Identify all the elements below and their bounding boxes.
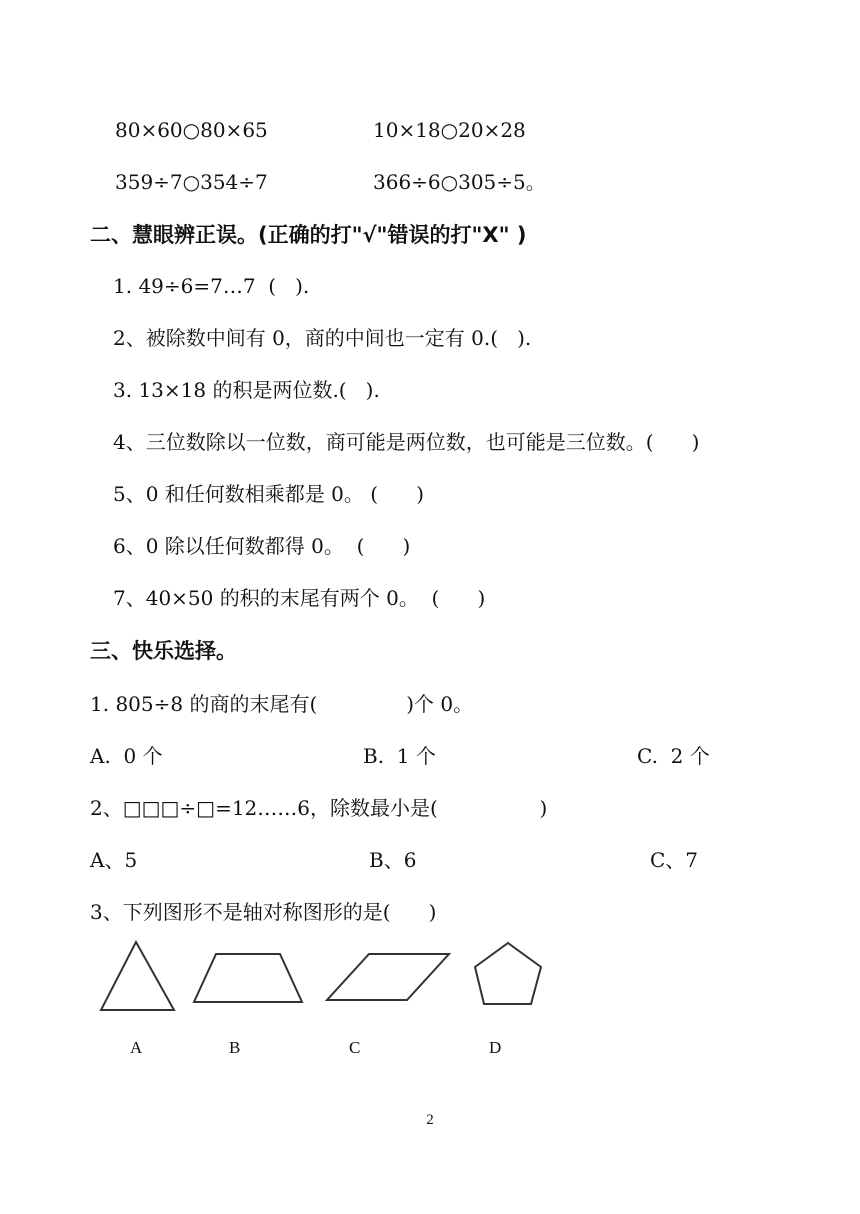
triangle-shape	[98, 938, 178, 1018]
section2-item-6: 6、0 除以任何数都得 0。 ( )	[113, 534, 411, 558]
parallelogram-shape	[325, 950, 455, 1010]
trapezoid-shape	[190, 950, 310, 1020]
section3-q2: 2、□□□÷□=12……6，除数最小是( )	[90, 796, 548, 820]
section3-q2-option-c: C、7	[650, 848, 699, 872]
section3-title: 三、快乐选择。	[90, 639, 237, 663]
section3-q1: 1. 805÷8 的商的末尾有( )个 0。	[90, 692, 474, 716]
section2-title: 二、慧眼辨正误。(正确的打"√"错误的打"X" )	[90, 223, 527, 247]
shape-label-a: A	[130, 1038, 143, 1057]
section3-q1-option-a: A. 0 个	[90, 744, 163, 768]
shape-label-c: C	[349, 1038, 361, 1057]
page-number: 2	[426, 1112, 434, 1128]
section2-item-1: 1. 49÷6=7…7 ( ).	[113, 274, 310, 298]
section2-item-4: 4、三位数除以一位数，商可能是两位数，也可能是三位数。( )	[113, 430, 700, 454]
section3-q1-option-b: B. 1 个	[363, 744, 436, 768]
compare-row1-right: 10×18○20×28	[373, 118, 526, 142]
section2-item-7: 7、40×50 的积的末尾有两个 0。 ( )	[113, 586, 486, 610]
pentagon-shape	[472, 940, 547, 1010]
section3-q1-option-c: C. 2 个	[637, 744, 710, 768]
compare-row1-left: 80×60○80×65	[115, 118, 268, 142]
compare-row2-right: 366÷6○305÷5。	[373, 170, 546, 194]
section3-q2-option-b: B、6	[369, 848, 417, 872]
compare-row2-left: 359÷7○354÷7	[115, 170, 268, 194]
section2-item-2: 2、被除数中间有 0，商的中间也一定有 0.( ).	[113, 326, 532, 350]
shape-label-d: D	[489, 1038, 502, 1057]
section3-q3: 3、下列图形不是轴对称图形的是( )	[90, 900, 437, 924]
shape-label-b: B	[229, 1038, 241, 1057]
section2-item-3: 3. 13×18 的积是两位数.( ).	[113, 378, 380, 402]
section3-q2-option-a: A、5	[90, 848, 138, 872]
section2-item-5: 5、0 和任何数相乘都是 0。 ( )	[113, 482, 424, 506]
